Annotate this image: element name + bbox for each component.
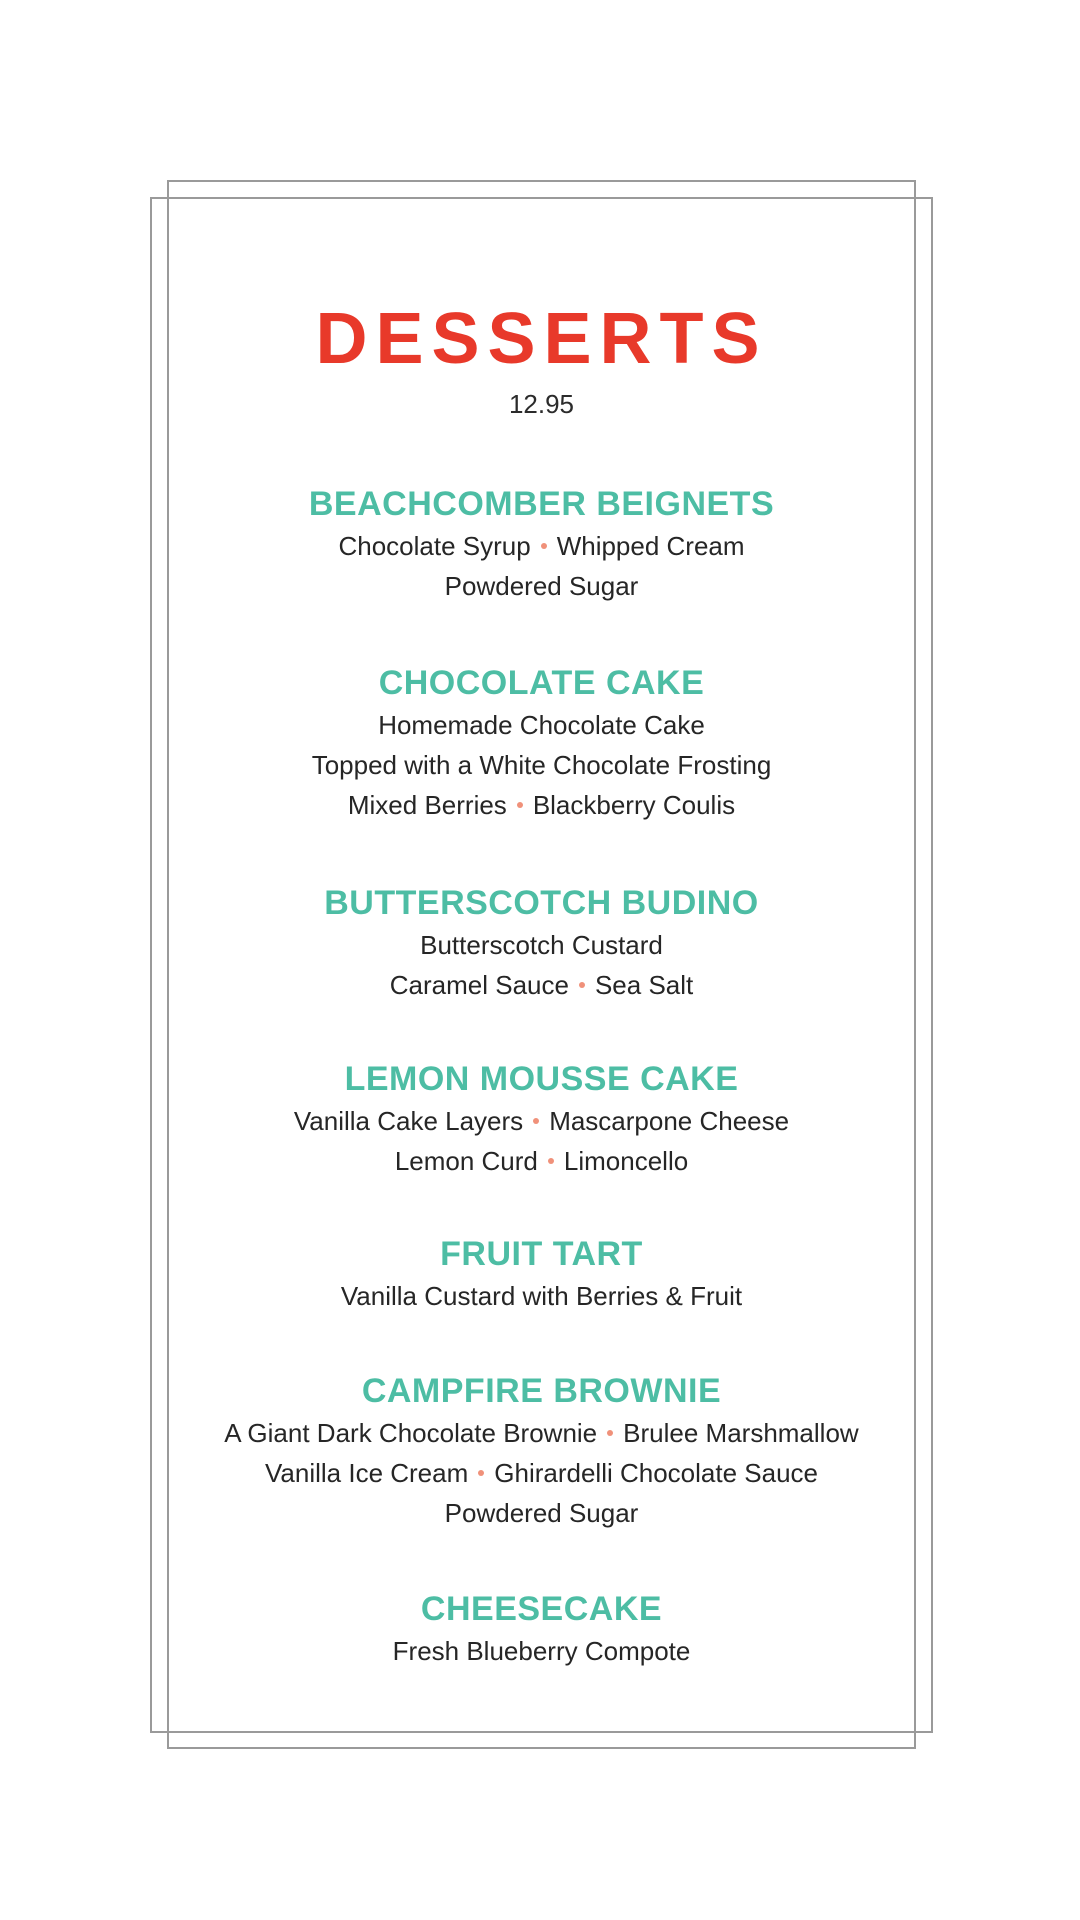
menu-item [150, 661, 933, 825]
menu-item [150, 881, 933, 1005]
menu-item-description-line [150, 1453, 933, 1493]
menu-item-description-line [150, 1276, 933, 1316]
separator-dot-icon [548, 1158, 554, 1164]
menu-price: 12.95 [508, 389, 575, 419]
menu-item-ingredient: Limoncello [563, 1146, 689, 1176]
menu-item-name: CHEESECAKE [420, 1590, 663, 1628]
menu-item-name: CHOCOLATE CAKE [378, 664, 705, 702]
menu-item-description-line [150, 566, 933, 606]
separator-dot-icon [541, 543, 547, 549]
menu-item-ingredient: Whipped Cream [556, 531, 745, 561]
menu-item-description-line [150, 1631, 933, 1671]
menu-item-ingredient: Vanilla Ice Cream [265, 1458, 469, 1488]
menu-item-ingredient: Fresh Blueberry Compote [392, 1636, 691, 1666]
menu-item-ingredient: Vanilla Custard with Berries & Fruit [340, 1281, 743, 1311]
separator-dot-icon [533, 1118, 539, 1124]
menu-item-ingredient: Caramel Sauce [389, 970, 569, 1000]
separator-dot-icon [579, 982, 585, 988]
menu-item-ingredient: Chocolate Syrup [338, 531, 531, 561]
menu-item-description-line [150, 1413, 933, 1453]
menu-item-ingredient: Sea Salt [594, 970, 694, 1000]
separator-dot-icon [607, 1430, 613, 1436]
menu-item [150, 482, 933, 606]
menu-item-ingredient: A Giant Dark Chocolate Brownie [224, 1418, 598, 1448]
menu-item-ingredient: Brulee Marshmallow [623, 1418, 859, 1448]
separator-dot-icon [517, 802, 523, 808]
menu-item-description-line [150, 1141, 933, 1181]
separator-dot-icon [478, 1470, 484, 1476]
menu-item-description-line [150, 785, 933, 825]
menu-item-ingredient: Powdered Sugar [444, 571, 639, 601]
menu-item-description-line [150, 526, 933, 566]
menu-item-description-line [150, 1493, 933, 1533]
menu-title: DESSERTS [315, 299, 768, 379]
menu-item-ingredient: Homemade Chocolate Cake [378, 710, 705, 740]
menu-item-name: FRUIT TART [440, 1235, 643, 1273]
menu-item-description-line [150, 965, 933, 1005]
menu-item-name: LEMON MOUSSE CAKE [344, 1060, 739, 1098]
menu-item-ingredient: Blackberry Coulis [532, 790, 736, 820]
menu-item-ingredient: Mixed Berries [347, 790, 507, 820]
menu-item-ingredient: Mascarpone Cheese [549, 1106, 790, 1136]
menu-item-ingredient: Lemon Curd [394, 1146, 538, 1176]
menu-item [150, 1232, 933, 1316]
menu-item-ingredient: Ghirardelli Chocolate Sauce [494, 1458, 818, 1488]
menu-item [150, 1057, 933, 1181]
menu-item-ingredient: Vanilla Cake Layers [293, 1106, 524, 1136]
menu-item [150, 1369, 933, 1533]
menu-item-description-line [150, 705, 933, 745]
menu-item-ingredient: Butterscotch Custard [420, 930, 663, 960]
menu-item-name: BUTTERSCOTCH BUDINO [324, 884, 759, 922]
menu-item-name: CAMPFIRE BROWNIE [361, 1372, 722, 1410]
menu-item-description-line [150, 1101, 933, 1141]
menu-item-description-line [150, 745, 933, 785]
menu-item-ingredient: Topped with a White Chocolate Frosting [311, 750, 772, 780]
menu-item-ingredient: Powdered Sugar [444, 1498, 639, 1528]
menu-item-description-line [150, 925, 933, 965]
menu-item-name: BEACHCOMBER BEIGNETS [308, 485, 775, 523]
menu-item [150, 1587, 933, 1671]
